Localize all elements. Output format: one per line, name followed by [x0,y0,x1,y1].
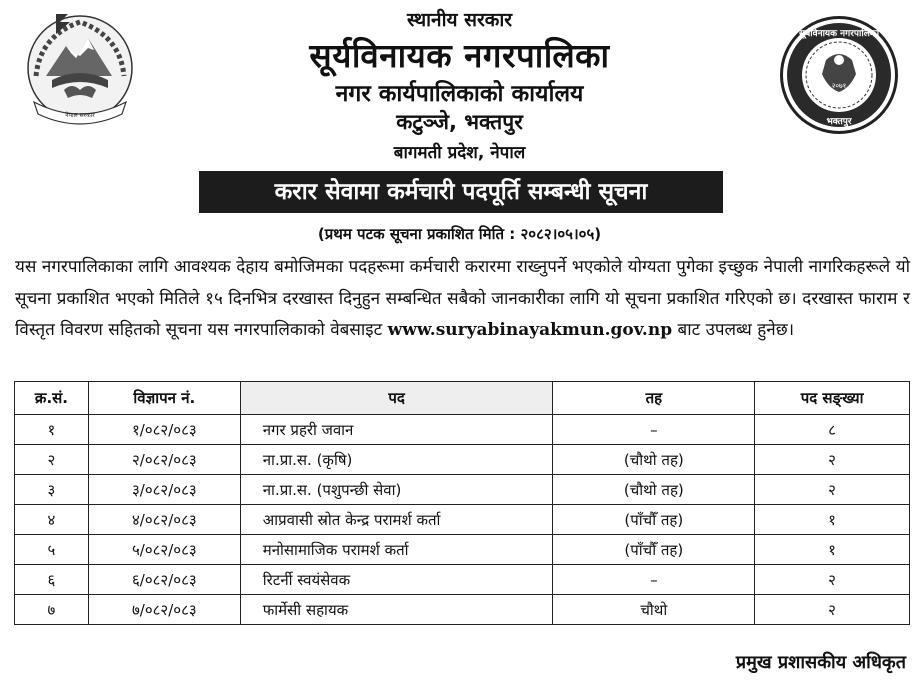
cell-post: ना.प्रा.स. (कृषि) [240,445,553,475]
cell-serial: १ [15,415,89,445]
header-ad-number: विज्ञापन नं. [88,382,240,415]
table-row [15,535,910,565]
notice-body [15,252,910,347]
svg-text:२०७१: २०७१ [831,82,847,90]
cell-ad-number: १/०८२/०८३ [88,415,240,445]
cell-serial: ६ [15,565,89,595]
cell-ad-number: ७/०८२/०८३ [88,595,240,625]
cell-serial: ३ [15,475,89,505]
cell-ad-number: ४/०८२/०८३ [88,505,240,535]
cell-level: (चौथो तह) [553,445,755,475]
header-location: कटुञ्जे, भक्तपुर [396,110,523,134]
cell-post: आप्रवासी स्रोत केन्द्र परामर्श कर्ता [240,505,553,535]
header-office: नगर कार्यपालिकाको कार्यालय [335,81,584,107]
cell-count: १ [755,505,910,535]
cell-serial: ५ [15,535,89,565]
notice-title-banner: करार सेवामा कर्मचारी पदपूर्ति सम्बन्धी सूचना [199,171,723,213]
header-province: बागमती प्रदेश, नेपाल [393,143,526,163]
notice-body-part2: बाट उपलब्ध हुनेछ। [672,320,795,340]
cell-count: २ [755,595,910,625]
cell-ad-number: ६/०८२/०८३ [88,565,240,595]
cell-level: चौथो [553,595,755,625]
header-post-count: पद सङ्ख्या [755,382,910,415]
header-level: तह [553,382,755,415]
cell-post: फार्मेसी सहायक [240,595,553,625]
table-row [15,475,910,505]
website-link[interactable]: www.suryabinayakmun.gov.np [387,320,673,340]
cell-level: (पाँचौँ तह) [553,505,755,535]
table-row [15,415,910,445]
cell-post: मनोसामाजिक परामर्श कर्ता [240,535,553,565]
cell-level: (पाँचौँ तह) [553,535,755,565]
published-date: (प्रथम पटक सूचना प्रकाशित मिति : २०८२।०५।०५) [317,225,602,243]
header-post: पद [240,382,553,415]
table-row [15,595,910,625]
cell-count: ८ [755,415,910,445]
cell-serial: ७ [15,595,89,625]
cell-count: १ [755,535,910,565]
cell-level: – [553,415,755,445]
svg-text:सूर्यविनायक नगरपालिका: सूर्यविनायक नगरपालिका [798,29,880,39]
cell-ad-number: ५/०८२/०८३ [88,535,240,565]
cell-serial: २ [15,445,89,475]
cell-count: २ [755,565,910,595]
cell-post: रिटर्नी स्वयंसेवक [240,565,553,595]
table-row [15,565,910,595]
table-header-row [15,382,910,415]
vacancy-table [14,381,910,625]
cell-level: (चौथो तह) [553,475,755,505]
cell-post: ना.प्रा.स. (पशुपन्छी सेवा) [240,475,553,505]
notice-body-part1: यस नगरपालिकाका लागि आवश्यक देहाय बमोजिमका पदहरूमा कर्मचारी करारमा राख्नुपर्ने भएकोले योग्यता पुगेका इच्छुक नेपाली नागरिकहरूले यो सूचना प्रकाशित भएको मितिले १५ दिनभित्र दरखास्त दिनुहुन सम्बन्धित सबैको जानकारीका लागि यो सूचना प्रकाशित गरिएको छ। दरखास्त फाराम र विस्तृत विवरण सहितको सूचना यस नगरपालिकाको वेबसाइट [15,257,910,340]
table-row [15,445,910,475]
cell-count: २ [755,445,910,475]
header-serial: क्र.सं. [15,382,89,415]
cell-count: २ [755,475,910,505]
municipality-seal-icon [778,14,900,136]
svg-text:नेपाल सरकार: नेपाल सरकार [65,112,95,119]
svg-text:भक्तपुर: भक्तपुर [826,117,852,127]
header-municipality: सूर्यविनायक नगरपालिका [309,36,610,75]
header-government: स्थानीय सरकार [406,9,513,31]
cell-post: नगर प्रहरी जवान [240,415,553,445]
table-row [15,505,910,535]
cell-ad-number: २/०८२/०८३ [88,445,240,475]
cell-ad-number: ३/०८२/०८३ [88,475,240,505]
cell-serial: ४ [15,505,89,535]
cell-level: – [553,565,755,595]
signature-designation: प्रमुख प्रशासकीय अधिकृत [735,652,906,673]
